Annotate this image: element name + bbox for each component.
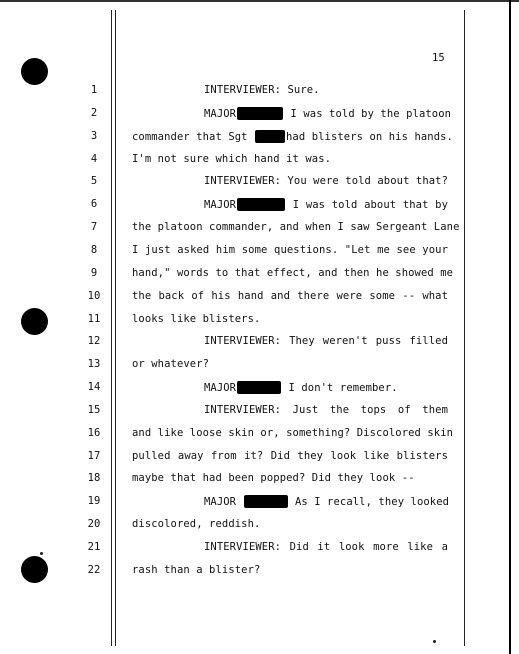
line-number: 2 <box>90 106 98 119</box>
transcript-line <box>132 450 448 462</box>
transcript-line <box>204 107 452 120</box>
left-margin-rule-inner <box>115 10 116 646</box>
line-text: I don't remember. <box>282 382 398 395</box>
line-text: hand," words to that effect, and then he showed me <box>132 266 454 279</box>
line-text: INTERVIEWER: Did it look more like a <box>204 541 448 553</box>
line-number: 18 <box>87 472 101 485</box>
line-text: the platoon commander, and when I saw Sergeant Lane <box>132 221 460 234</box>
top-edge <box>0 0 519 2</box>
line-text: rash than a blister? <box>132 563 261 576</box>
transcript-line <box>204 541 448 553</box>
line-number: 22 <box>87 563 101 576</box>
scan-speck <box>433 640 436 643</box>
line-number: 9 <box>90 266 98 279</box>
transcript-line <box>132 472 448 484</box>
line-text: MAJOR <box>204 496 243 509</box>
line-number: 3 <box>90 129 98 142</box>
transcript-line <box>132 426 454 439</box>
line-number: 21 <box>87 541 101 553</box>
transcript-line <box>204 198 448 211</box>
redaction-bar <box>255 130 285 143</box>
transcript-line <box>204 495 448 508</box>
line-text: As I recall, they looked <box>288 496 450 509</box>
line-number: 10 <box>87 289 101 302</box>
line-number: 6 <box>90 198 98 211</box>
transcript-line <box>132 564 448 576</box>
line-text: I'm not sure which hand it was. <box>132 152 332 165</box>
transcript-line <box>132 358 448 370</box>
transcript-line <box>204 175 448 187</box>
line-text: I just asked him some questions. "Let me see your <box>132 243 448 256</box>
line-text: I was told by the platoon <box>284 107 452 120</box>
page-number: 15 <box>432 52 445 64</box>
line-text: or whatever? <box>132 358 210 371</box>
punch-hole-bottom <box>21 556 48 583</box>
punch-hole-middle <box>21 308 48 335</box>
line-text: INTERVIEWER: You were told about that? <box>204 175 449 188</box>
line-number: 17 <box>87 449 101 462</box>
transcript-line <box>132 153 448 165</box>
line-text: the back of his hand and there were some -- what <box>132 289 448 302</box>
line-text: discolored, reddish. <box>132 518 261 531</box>
line-text: MAJOR <box>204 382 237 395</box>
line-number: 13 <box>87 358 101 371</box>
line-text: pulled away from it? Did they look like blisters <box>132 449 448 462</box>
line-text: MAJOR <box>204 199 237 212</box>
line-number: 1 <box>90 84 98 96</box>
transcript-line <box>132 266 454 279</box>
line-text: I was told about that by <box>286 199 448 212</box>
line-text: INTERVIEWER: Just the tops of them <box>204 403 448 416</box>
transcript-line <box>204 335 448 347</box>
transcript-line <box>132 313 448 325</box>
transcript-line <box>204 84 448 96</box>
scan-speck <box>40 552 43 555</box>
transcript-line <box>132 130 453 143</box>
redaction-bar <box>237 381 281 394</box>
transcript-line <box>132 518 448 530</box>
transcript-line <box>132 244 448 256</box>
line-text: and like loose skin or, something? Discolored skin <box>132 426 454 439</box>
line-number: 7 <box>90 221 98 234</box>
punch-hole-top <box>21 58 48 85</box>
line-number: 14 <box>87 381 101 394</box>
transcript-line <box>132 290 448 302</box>
transcript-line <box>204 381 448 394</box>
transcript-line <box>204 404 448 416</box>
line-number: 19 <box>87 495 101 508</box>
line-number: 16 <box>87 426 101 439</box>
line-number: 8 <box>90 243 98 256</box>
line-number: 15 <box>87 403 101 416</box>
redaction-bar <box>237 107 283 120</box>
line-text: commander that Sgt <box>132 130 255 143</box>
line-text: maybe that had been popped? Did they look -- <box>132 472 415 485</box>
line-number: 5 <box>90 175 98 188</box>
line-number: 11 <box>87 312 101 325</box>
page-right-edge <box>509 0 511 654</box>
line-text: looks like blisters. <box>132 312 261 325</box>
line-number: 4 <box>90 152 98 165</box>
transcript-line <box>132 221 460 234</box>
left-margin-rule <box>111 10 112 646</box>
line-text: INTERVIEWER: They weren't puss filled <box>204 335 448 348</box>
right-margin-rule <box>464 10 465 646</box>
line-text: INTERVIEWER: Sure. <box>204 84 320 96</box>
line-number: 12 <box>87 335 101 348</box>
line-text: MAJOR <box>204 107 237 120</box>
line-number: 20 <box>87 518 101 531</box>
redaction-bar <box>244 495 288 508</box>
line-text: had blisters on his hands. <box>286 130 453 143</box>
redaction-bar <box>237 198 285 211</box>
